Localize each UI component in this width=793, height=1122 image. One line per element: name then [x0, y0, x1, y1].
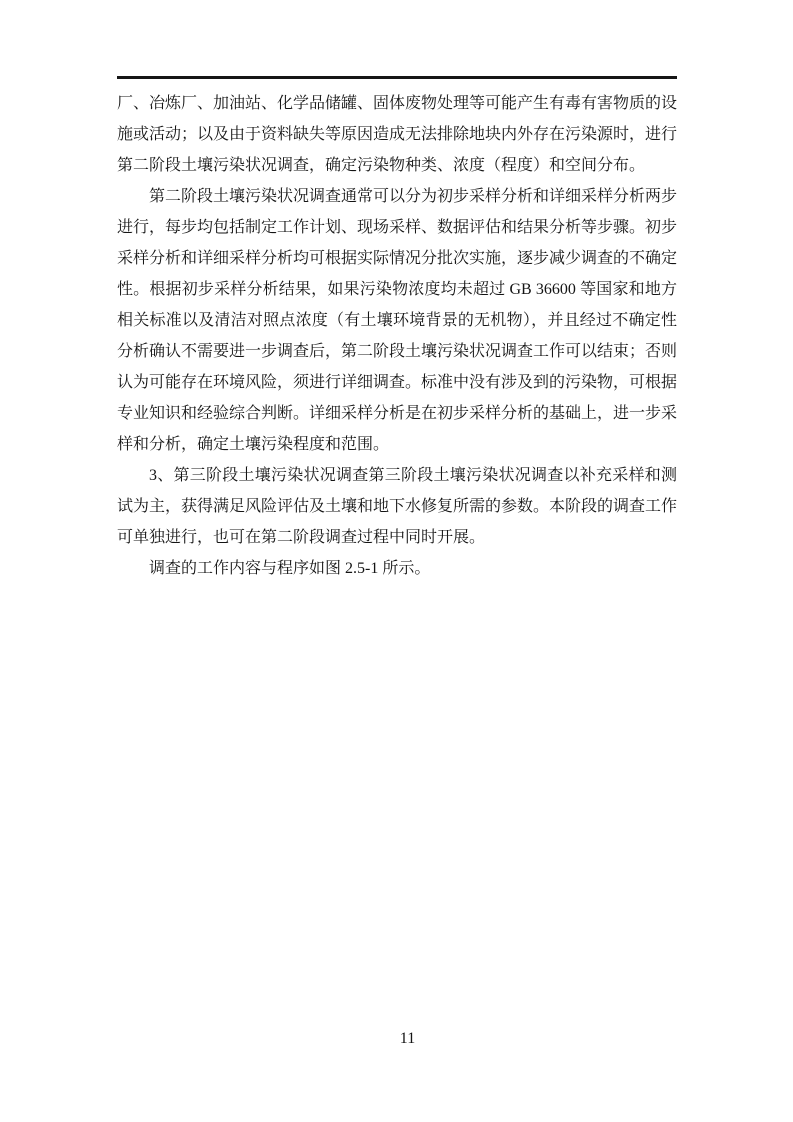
page-number: 11 — [399, 1030, 416, 1047]
header-rule — [117, 76, 677, 79]
paragraph-2: 第二阶段土壤污染状况调查通常可以分为初步采样分析和详细采样分析两步进行，每步均包括制定工作计划、现场采样、数据评估和结果分析等步骤。初步采样分析和详细采样分析均可根据实际情况分批次实施，逐步减少调查的不确定性。根据初步采样分析结果，如果污染物浓度均未超过 GB 36600 等国家和地方相关标准以及清洁对照点浓度（有土壤环境背景的无机物），并且经过不确定性分析确认不需要进一步调查后，第二阶段土壤污染状况调查工作可以结束；否则认为可能存在环境风险，须进行详细调查。标准中没有涉及到的污染物，可根据专业知识和经验综合判断。详细采样分析是在初步采样分析的基础上，进一步采样和分析，确定土壤污染程度和范围。 — [117, 188, 678, 453]
paragraph-3: 3、第三阶段土壤污染状况调查第三阶段土壤污染状况调查以补充采样和测试为主，获得满足风险评估及土壤和地下水修复所需的参数。本阶段的调查工作可单独进行，也可在第二阶段调查过程中同时开展。 — [117, 467, 678, 546]
body-text — [117, 88, 677, 584]
paragraph-1: 厂、冶炼厂、加油站、化学品储罐、固体废物处理等可能产生有毒有害物质的设施或活动；以及由于资料缺失等原因造成无法排除地块内外存在污染源时，进行第二阶段土壤污染状况调查，确定污染物种类、浓度（程度）和空间分布。 — [117, 95, 678, 174]
paragraph-4: 调查的工作内容与程序如图 2.5-1 所示。 — [149, 560, 431, 577]
